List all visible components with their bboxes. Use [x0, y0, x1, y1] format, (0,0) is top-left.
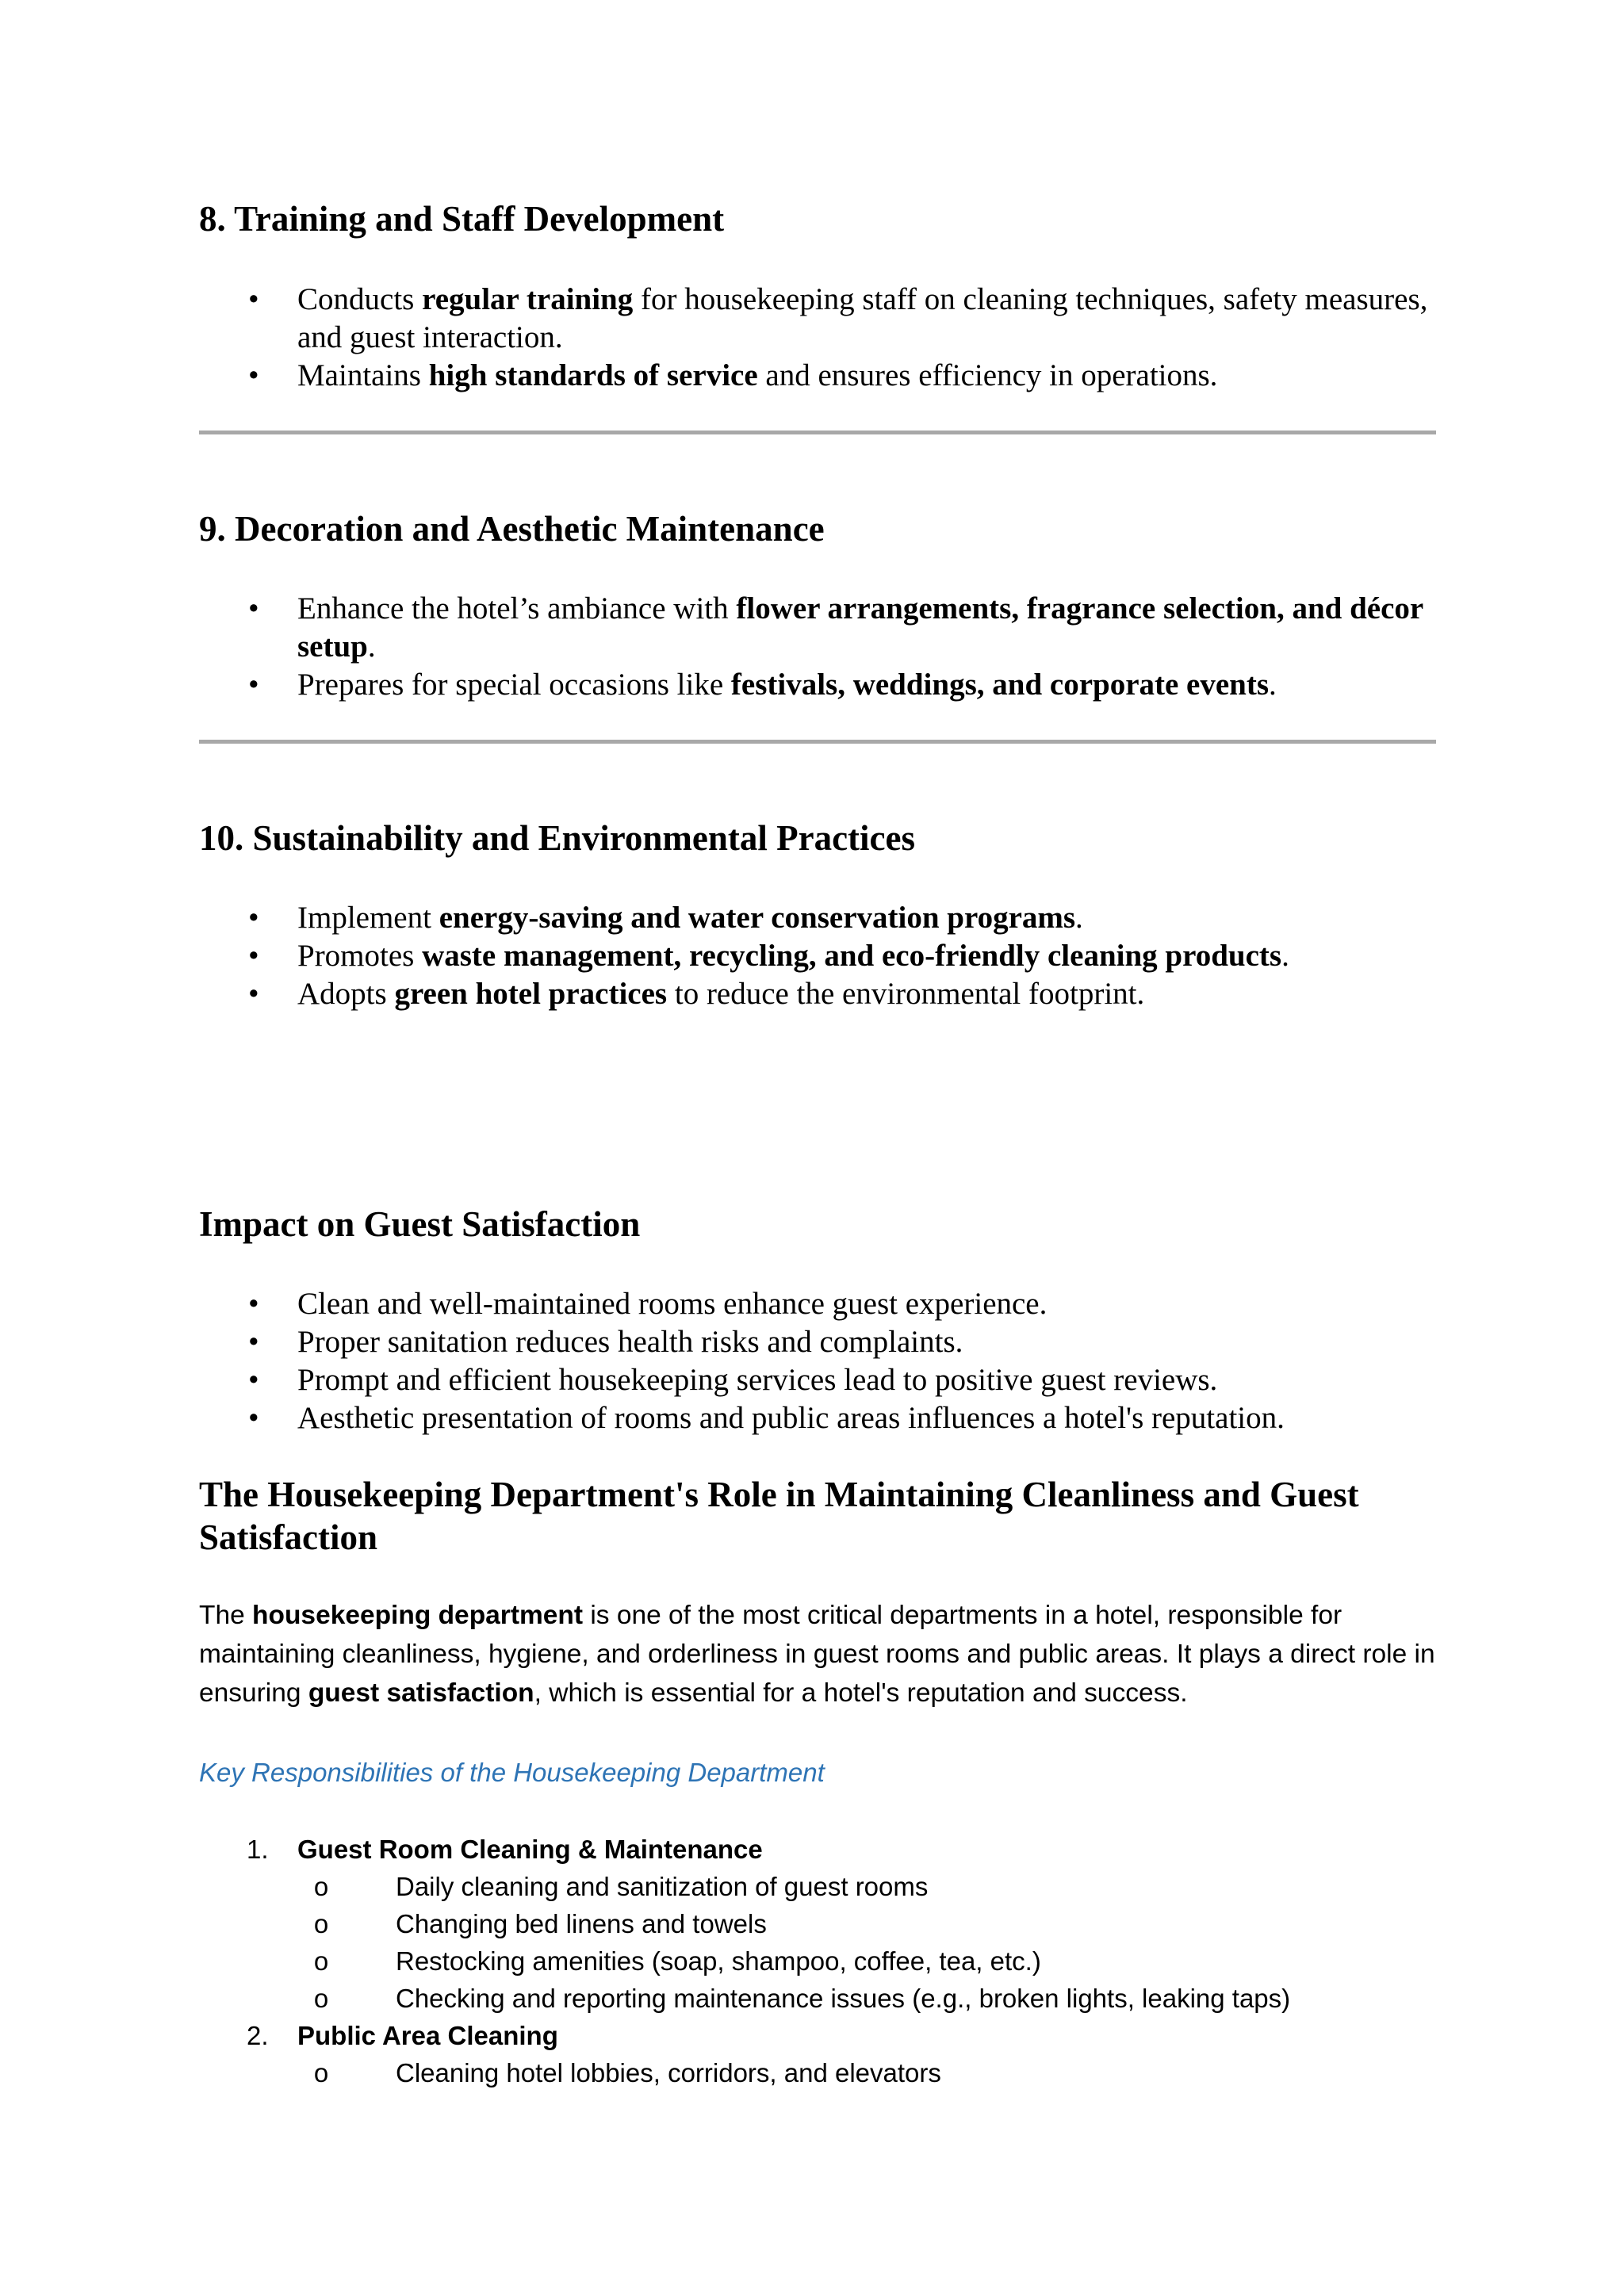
impact-heading: Impact on Guest Satisfaction	[199, 1204, 641, 1244]
list-item: • Implement energy-saving and water conservation programs.	[199, 899, 1436, 937]
list-item: • Conducts regular training for housekeeping staff on cleaning techniques, safety measures, and guest interaction.	[199, 281, 1436, 357]
responsibilities-subheading: Key Responsibilities of the Housekeeping Department	[199, 1758, 825, 1787]
section-divider	[199, 740, 1436, 744]
section-heading-sustainability: 10. Sustainability and Environmental Practices	[199, 818, 915, 858]
list-item: • Maintains high standards of service and ensures efficiency in operations.	[199, 357, 1436, 395]
list-item: • Promotes waste management, recycling, and eco-friendly cleaning products.	[199, 937, 1436, 975]
responsibilities-list: 1. Guest Room Cleaning & Maintenance o Daily cleaning and sanitization of guest rooms o Changing bed linens and towels o Restocking amenities (soap, shampoo, coffee, tea, etc.) o Checking and reporting maintenance issues (e.g., broken lights, leaking taps) 2. Public Area Cleaning o Cleaning hotel lobbies, corridors, and elevators	[199, 1831, 1436, 2108]
section-divider	[199, 430, 1436, 434]
intro-paragraph: The housekeeping department is one of the most critical departments in a hotel, responsible for maintaining cleanliness, hygiene, and orderliness in guest rooms and public areas. It plays a direct role in ensuring guest satisfaction, which is essential for a hotel's reputation and success.	[199, 1601, 1435, 1708]
list-item: • Prompt and efficient housekeeping services lead to positive guest reviews.	[199, 1361, 1436, 1399]
list-item: • Adopts green hotel practices to reduce the environmental footprint.	[199, 975, 1436, 1013]
training-bullets	[199, 281, 1436, 395]
decoration-bullets	[199, 590, 1436, 704]
section-heading-decoration: 9. Decoration and Aesthetic Maintenance	[199, 509, 825, 549]
list-item: • Proper sanitation reduces health risks and complaints.	[199, 1323, 1436, 1361]
list-item: 2. Public Area Cleaning	[247, 2021, 558, 2050]
sustainability-bullets	[199, 899, 1436, 1013]
impact-bullets	[199, 1285, 1436, 1437]
section-heading-training: 8. Training and Staff Development	[199, 199, 725, 239]
list-item: • Enhance the hotel’s ambiance with flower arrangements, fragrance selection, and décor setup.	[199, 590, 1436, 666]
list-item: • Aesthetic presentation of rooms and public areas influences a hotel's reputation.	[199, 1399, 1436, 1437]
list-item: • Prepares for special occasions like festivals, weddings, and corporate events.	[199, 666, 1436, 704]
list-item: • Clean and well-maintained rooms enhance guest experience.	[199, 1285, 1436, 1323]
role-heading: The Housekeeping Department's Role in Maintaining Cleanliness and Guest Satisfaction	[199, 1475, 1359, 1557]
list-item: 1. Guest Room Cleaning & Maintenance	[247, 1835, 763, 1864]
